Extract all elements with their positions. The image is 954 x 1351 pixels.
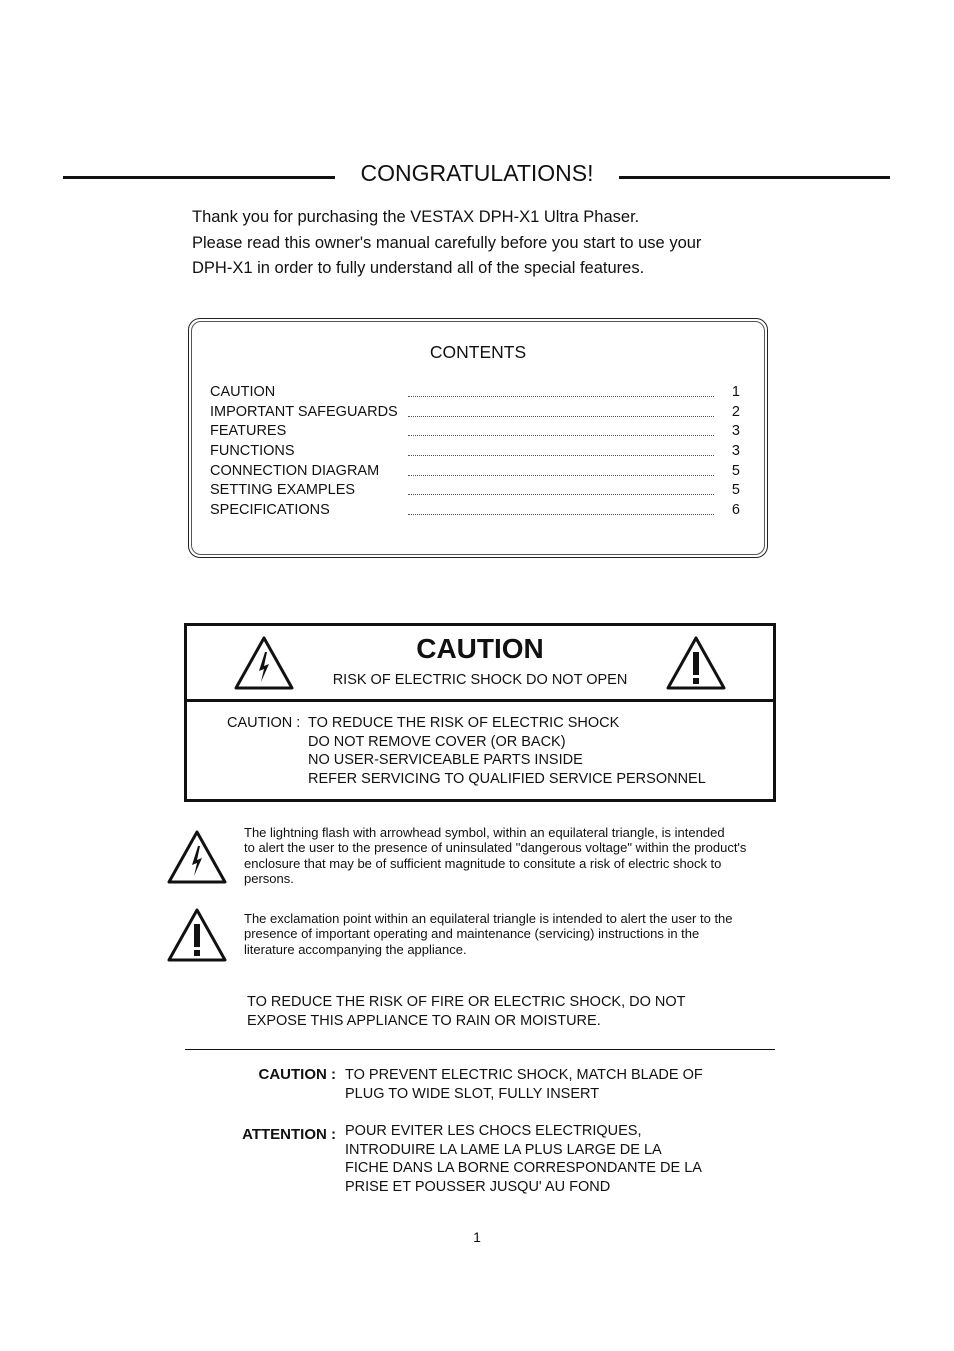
intro-line: Please read this owner's manual carefully before you start to use your — [192, 233, 702, 252]
toc-leader-dots — [408, 514, 714, 515]
toc-label: CAUTION — [210, 384, 276, 400]
toc-label: FUNCTIONS — [210, 443, 295, 459]
toc-row — [210, 384, 740, 404]
text-line: INTRODUIRE LA LAME LA PLUS LARGE DE LA — [345, 1141, 662, 1158]
toc-page: 3 — [731, 423, 740, 439]
text-line: PLUG TO WIDE SLOT, FULLY INSERT — [345, 1085, 600, 1102]
toc-label: SETTING EXAMPLES — [210, 482, 356, 498]
lightning-symbol-text — [244, 825, 814, 886]
text-line: The lightning flash with arrowhead symbol, within an equilateral triangle, is intended — [244, 825, 725, 840]
caution-divider — [184, 699, 776, 702]
contents-title: CONTENTS — [429, 342, 527, 362]
text-line: persons. — [244, 870, 294, 886]
toc-page: 3 — [731, 443, 740, 459]
toc-page: 6 — [731, 502, 740, 518]
toc-leader-dots — [408, 475, 714, 476]
toc-label: IMPORTANT SAFEGUARDS — [210, 404, 398, 420]
lightning-symbol-icon — [166, 829, 228, 885]
text-line: PRISE ET POUSSER JUSQU' AU FOND — [345, 1178, 611, 1195]
page-number: 1 — [473, 1229, 481, 1245]
toc-page: 5 — [731, 482, 740, 498]
toc-label: CONNECTION DIAGRAM — [210, 463, 380, 479]
toc-row — [210, 502, 740, 522]
toc-row — [210, 463, 740, 483]
page-title — [0, 160, 954, 187]
caution-line: TO REDUCE THE RISK OF ELECTRIC SHOCK — [308, 715, 620, 731]
caution-prefix: CAUTION : — [227, 715, 301, 731]
intro-paragraph — [192, 205, 792, 282]
toc-leader-dots — [408, 416, 714, 417]
caution-subtitle: RISK OF ELECTRIC SHOCK DO NOT OPEN — [332, 672, 628, 688]
exclamation-symbol-icon — [166, 907, 228, 963]
text-line: The exclamation point within an equilateral triangle is intended to alert the user to the — [244, 911, 733, 926]
toc-page: 5 — [731, 463, 740, 479]
toc-leader-dots — [408, 396, 714, 397]
text-line: to alert the user to the presence of uninsulated "dangerous voltage" within the product's — [244, 840, 747, 856]
toc-label: SPECIFICATIONS — [210, 502, 330, 518]
plug-caution-text — [345, 1066, 765, 1103]
page-title-text: CONGRATULATIONS! — [349, 160, 606, 186]
caution-title: CAUTION — [416, 633, 544, 664]
toc-leader-dots — [408, 435, 714, 436]
caution-line: DO NOT REMOVE COVER (OR BACK) — [308, 734, 566, 750]
text-line: presence of important operating and maintenance (servicing) instructions in the — [244, 926, 700, 942]
toc-leader-dots — [408, 455, 714, 456]
fire-warning — [247, 993, 747, 1030]
text-line: literature accompanying the appliance. — [244, 941, 467, 957]
toc-row — [210, 423, 740, 443]
exclamation-symbol-text — [244, 911, 814, 957]
toc-page: 1 — [731, 384, 740, 400]
toc-leader-dots — [408, 494, 714, 495]
text-line: FICHE DANS LA BORNE CORRESPONDANTE DE LA — [345, 1160, 702, 1176]
toc-row — [210, 443, 740, 463]
plug-caution-label: CAUTION : — [258, 1066, 336, 1083]
text-line: POUR EVITER LES CHOCS ELECTRIQUES, — [345, 1123, 642, 1139]
text-line: enclosure that may be of sufficient magnitude to consitute a risk of electric shock to — [244, 855, 722, 871]
intro-line: Thank you for purchasing the VESTAX DPH-X1 Ultra Phaser. — [192, 208, 640, 226]
text-line: TO PREVENT ELECTRIC SHOCK, MATCH BLADE OF — [345, 1067, 703, 1083]
toc-row — [210, 404, 740, 424]
caution-line: NO USER-SERVICEABLE PARTS INSIDE — [308, 752, 583, 768]
intro-line: DPH-X1 in order to fully understand all of the special features. — [192, 259, 645, 277]
text-line: EXPOSE THIS APPLIANCE TO RAIN OR MOISTURE. — [247, 1012, 601, 1029]
toc-page: 2 — [731, 404, 740, 420]
divider — [185, 1049, 775, 1050]
toc-row — [210, 482, 740, 502]
text-line: TO REDUCE THE RISK OF FIRE OR ELECTRIC SHOCK, DO NOT — [247, 994, 686, 1010]
plug-attention-label: ATTENTION : — [242, 1126, 336, 1143]
toc-label: FEATURES — [210, 423, 287, 439]
plug-attention-text — [345, 1122, 765, 1196]
caution-line: REFER SERVICING TO QUALIFIED SERVICE PERSONNEL — [308, 771, 706, 787]
